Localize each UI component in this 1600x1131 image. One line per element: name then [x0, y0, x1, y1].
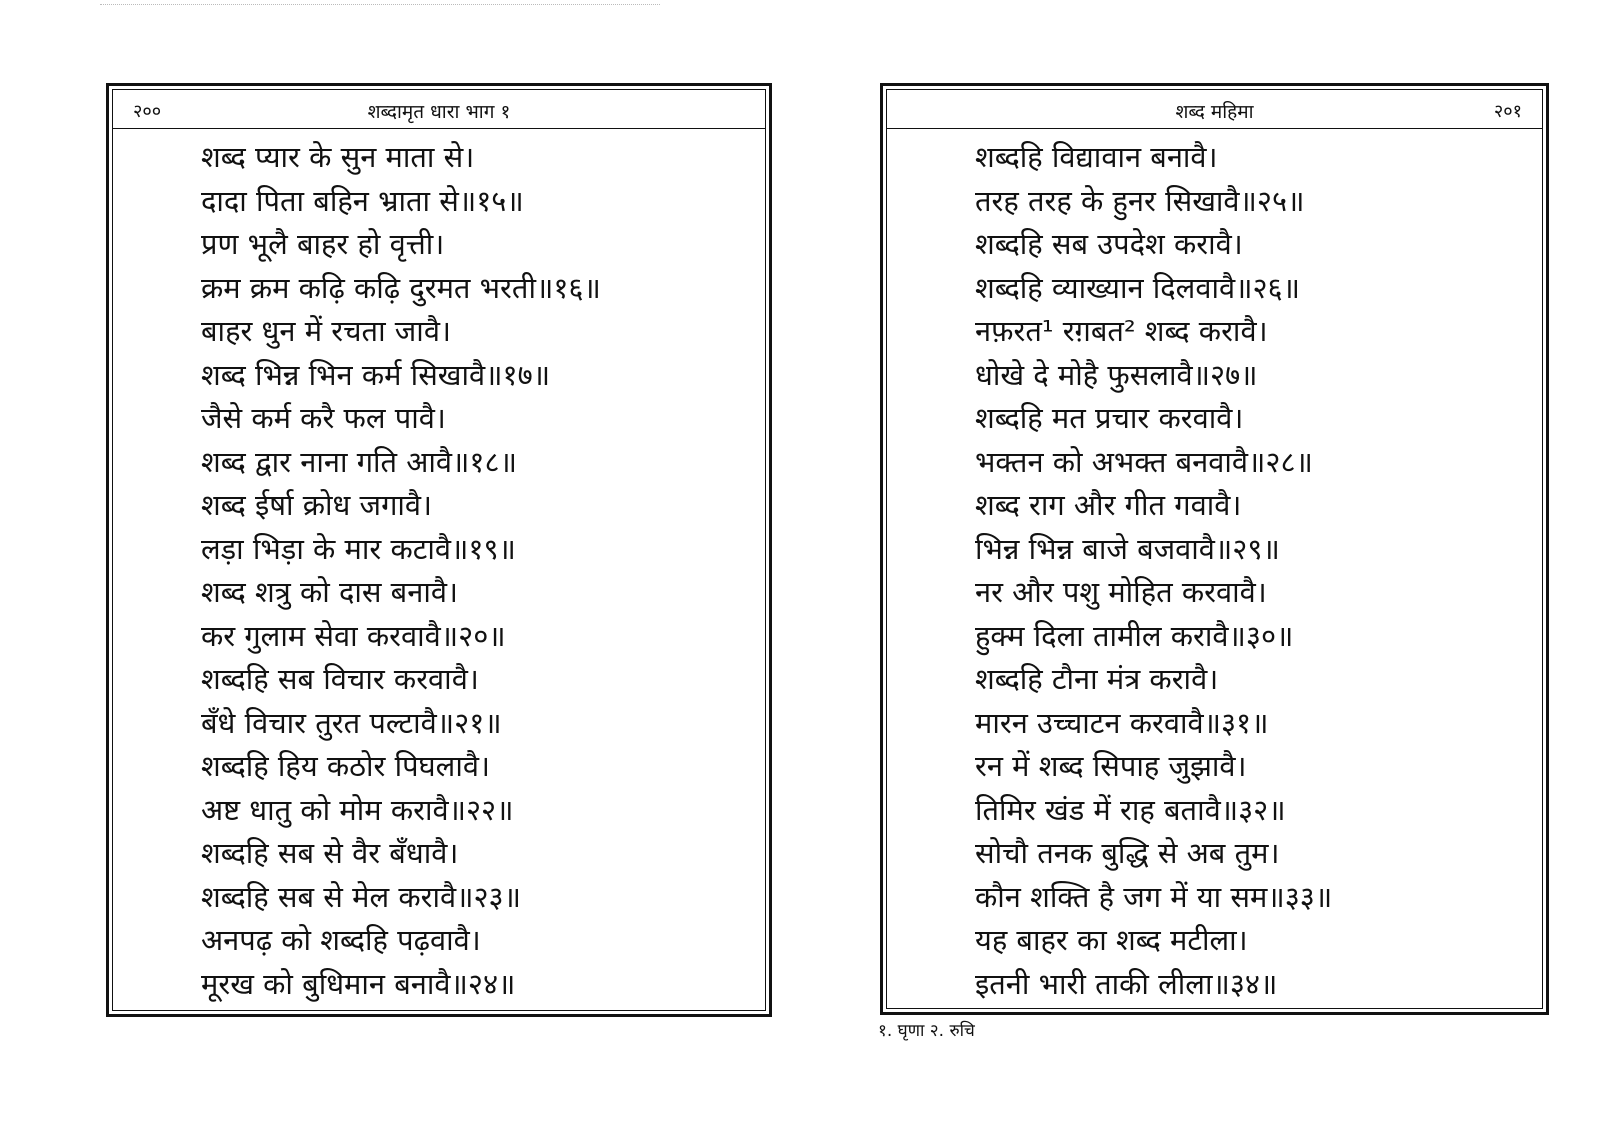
running-title: शब्दामृत धारा भाग १	[367, 101, 511, 123]
verse-block	[975, 136, 1332, 1006]
verse-line: शब्दहि मत प्रचार करवावै।	[975, 401, 1244, 435]
right-page-inner-border	[886, 89, 1543, 1009]
verse-line: शब्दहि सब से वैर बँधावै।	[201, 836, 459, 870]
verse-line: अनपढ़ को शब्दहि पढ़वावै।	[201, 923, 481, 957]
verse-line: शब्दहि सब विचार करवावै।	[201, 662, 479, 696]
verse-line: शब्द प्यार के सुन माता से।	[201, 140, 475, 174]
verse-line: अष्ट धातु को मोम करावै॥२२॥	[201, 792, 514, 827]
verse-line: लड़ा भिड़ा के मार कटावै॥१९॥	[201, 531, 516, 566]
verse-line: सोचौ तनक बुद्धि से अब तुम।	[975, 836, 1280, 870]
verse-line: बँधे विचार तुरत पल्टावै॥२१॥	[201, 705, 502, 740]
verse-line: शब्दहि हिय कठोर पिघलावै।	[201, 749, 490, 783]
verse-line: यह बाहर का शब्द मटीला।	[975, 923, 1248, 957]
left-page	[106, 83, 772, 1017]
verse-block	[201, 136, 601, 1006]
verse-line: शब्द राग और गीत गवावै।	[975, 488, 1242, 522]
verse-line: शब्द भिन्न भिन कर्म सिखावै॥१७॥	[201, 357, 551, 392]
verse-line: इतनी भारी ताकी लीला॥३४॥	[975, 966, 1278, 1001]
footnote: १. घृणा २. रुचि	[878, 1021, 975, 1041]
right-page	[880, 83, 1549, 1015]
verse-line: शब्द द्वार नाना गति आवै॥१८॥	[201, 444, 517, 479]
verse-line: शब्दहि विद्यावान बनावै।	[975, 140, 1218, 174]
verse-line: मूरख को बुधिमान बनावै॥२४॥	[201, 966, 516, 1001]
verse-line: कर गुलाम सेवा करवावै॥२०॥	[201, 618, 506, 653]
verse-line: शब्द शत्रु को दास बनावै।	[201, 575, 458, 609]
verse-line: रन में शब्द सिपाह जुझावै।	[975, 749, 1247, 783]
verse-line: तरह तरह के हुनर सिखावै॥२५॥	[975, 183, 1305, 218]
verse-line: शब्दहि टौना मंत्र करावै।	[975, 662, 1219, 696]
verse-line: कौन शक्ति है जग में या सम॥३३॥	[975, 879, 1333, 914]
verse-line: शब्दहि सब से मेल करावै॥२३॥	[201, 879, 522, 914]
scan-noise	[100, 4, 660, 11]
verse-line: बाहर धुन में रचता जावै।	[201, 314, 451, 348]
verse-line: हुक्म दिला तामील करावै॥३०॥	[975, 618, 1294, 653]
right-page-header	[887, 90, 1542, 129]
running-title: शब्द महिमा	[1175, 101, 1254, 123]
verse-line: भक्तन को अभक्त बनवावै॥२८॥	[975, 444, 1313, 479]
verse-line: तिमिर खंड में राह बतावै॥३२॥	[975, 792, 1286, 827]
verse-line: क्रम क्रम कढ़ि कढ़ि दुरमत भरती॥१६॥	[201, 270, 601, 305]
verse-line: दादा पिता बहिन भ्राता से॥१५॥	[201, 183, 524, 218]
verse-line: शब्द ईर्षा क्रोध जगावै।	[201, 488, 433, 522]
verse-line: भिन्न भिन्न बाजे बजवावै॥२९॥	[975, 531, 1280, 566]
verse-line: नर और पशु मोहित करवावै।	[975, 575, 1267, 609]
left-page-header	[113, 90, 765, 129]
verse-line: धोखे दे मोहै फुसलावै॥२७॥	[975, 357, 1258, 392]
verse-line: नफ़रत¹ रग़बत² शब्द करावै।	[975, 314, 1268, 348]
left-page-inner-border	[112, 89, 766, 1011]
page-number: २०१	[1493, 101, 1522, 122]
verse-line: जैसे कर्म करै फल पावै।	[201, 401, 446, 435]
verse-line: प्रण भूलै बाहर हो वृत्ती।	[201, 227, 445, 261]
verse-line: शब्दहि व्याख्यान दिलवावै॥२६॥	[975, 270, 1300, 305]
page-number: २००	[133, 101, 162, 122]
verse-line: शब्दहि सब उपदेश करावै।	[975, 227, 1243, 261]
verse-line: मारन उच्चाटन करवावै॥३१॥	[975, 705, 1269, 740]
